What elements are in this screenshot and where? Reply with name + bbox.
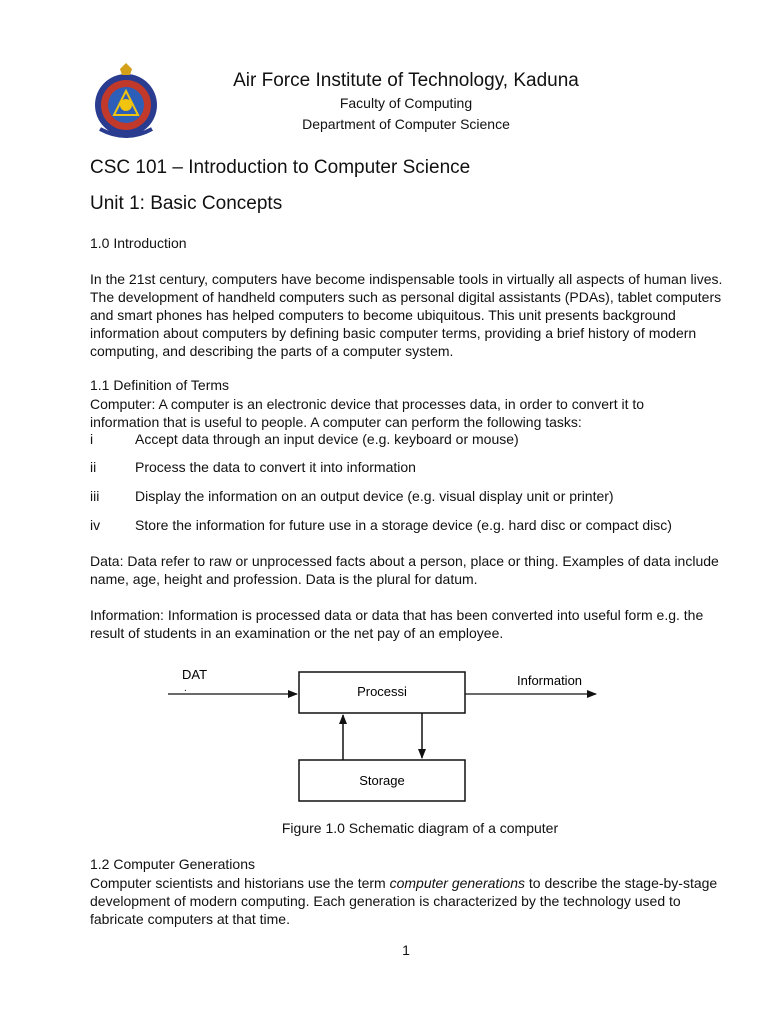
- computer-term: Computer:: [90, 396, 156, 412]
- input-label-fragment: .: [184, 683, 187, 694]
- process-label: Processi: [357, 684, 407, 699]
- computer-text: A computer is an electronic device that processes data, in order to convert it to information that is useful to people. A computer can perform the following tasks:: [90, 396, 645, 430]
- intro-heading: 1.0 Introduction: [90, 235, 187, 251]
- information-term: Information:: [90, 607, 164, 623]
- storage-label: Storage: [359, 773, 405, 788]
- list-item: iii Display the information on an output device (e.g. visual display unit or printer): [90, 488, 614, 504]
- data-term: Data:: [90, 553, 124, 569]
- course-title: CSC 101 – Introduction to Computer Science: [90, 157, 471, 178]
- faculty-name: Faculty of Computing: [339, 95, 473, 111]
- intro-paragraph: In the 21st century, computers have become indispensable tools in virtually all aspects of human lives. The development of handheld computers such as personal digital assistants (PDAs), tablet computers and smart phones has helped computers to become ubiquitous. This unit presents background information about computers by defining basic computer terms, providing a brief history of modern computing, and describing the parts of a computer system.: [90, 271, 723, 359]
- information-text: Information is processed data or data that has been converted into useful form e.g. the result of students in an examination or the net pay of an employee.: [90, 607, 704, 641]
- definitions-heading: 1.1 Definition of Terms: [90, 377, 230, 393]
- computer-definition: [90, 395, 705, 431]
- data-definition: [90, 552, 720, 588]
- list-item: ii Process the data to convert it into information: [90, 459, 416, 475]
- information-definition: [90, 606, 710, 642]
- institution-name: Air Force Institute of Technology, Kaduna: [233, 70, 579, 91]
- input-label: DAT: [182, 667, 208, 682]
- generations-heading: 1.2 Computer Generations: [90, 856, 255, 872]
- list-item: i Accept data through an input device (e.g. keyboard or mouse): [90, 431, 519, 447]
- schematic-diagram: [150, 662, 610, 804]
- department-name: Department of Computer Science: [302, 116, 510, 132]
- generations-paragraph: Computer scientists and historians use the term computer generations to describe the stage-by-stage development of modern computing. Each generation is characterized by the technology used to fabricate computers at that time.: [90, 875, 718, 927]
- data-text: Data refer to raw or unprocessed facts about a person, place or thing. Examples of data include name, age, height and profession. Data is the plural for datum.: [90, 553, 719, 587]
- generations-term: computer generations: [389, 875, 525, 891]
- output-label: Information: [517, 673, 583, 688]
- list-item: iv Store the information for future use in a storage device (e.g. hard disc or compact disc): [90, 517, 672, 533]
- unit-title: Unit 1: Basic Concepts: [90, 193, 283, 214]
- page-number: 1: [402, 942, 410, 958]
- figure-caption: Figure 1.0 Schematic diagram of a computer: [281, 820, 559, 836]
